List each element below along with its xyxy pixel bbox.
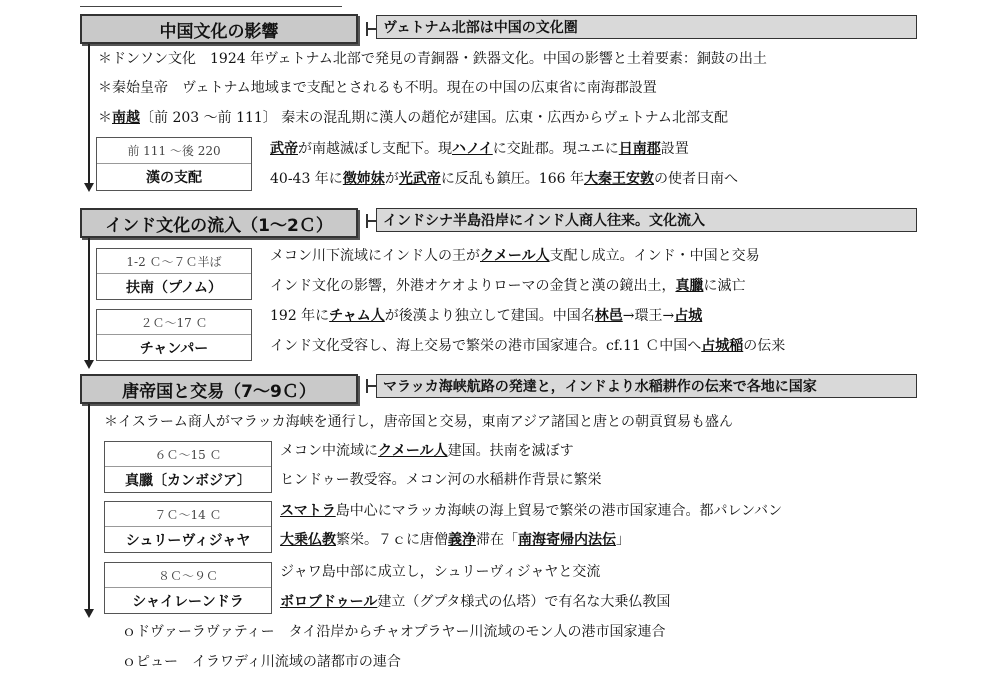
chenla-name: 真臘〔カンボジア〕: [125, 472, 251, 489]
chenla-dates: ６Ｃ～15 Ｃ: [105, 442, 271, 467]
key-term: クメール人: [480, 248, 550, 264]
section2-arrow: [84, 360, 94, 369]
text-segment: 192 年に: [270, 308, 330, 324]
s3-chenla-line-2: [280, 470, 602, 490]
s3-srivijaya-line-2: [280, 530, 630, 550]
han-rule-box: [96, 137, 252, 191]
s2-funan-line-1: [270, 246, 760, 266]
key-term: 日南郡: [618, 141, 661, 157]
key-term: 真臘: [675, 278, 704, 294]
text-segment: 」: [616, 532, 630, 548]
funan-name: 扶南（プノム）: [126, 279, 222, 296]
key-term: クメール人: [378, 443, 448, 459]
champa-dates: ２Ｃ～17 Ｃ: [97, 310, 251, 335]
text-segment: に反乱も鎮圧。166 年: [440, 171, 584, 187]
s2-champa-line-1: [270, 306, 702, 326]
text-segment: メコン中流域に: [280, 443, 378, 459]
key-term: 南海寄帰内法伝: [518, 532, 616, 548]
text-segment: が: [384, 171, 399, 187]
s1-line-2: [98, 78, 657, 98]
text-segment: 支配し成立。インド・中国と交易: [549, 248, 760, 264]
text-segment: に滅亡: [703, 278, 746, 294]
chenla-box: [104, 441, 272, 493]
s3-chenla-line-1: [280, 441, 574, 461]
section3-heading: 唐帝国と交易（7～9Ｃ）: [80, 374, 358, 404]
key-term: ハノイ: [452, 141, 493, 157]
key-term: 武帝: [270, 141, 298, 157]
key-term: 占城: [674, 308, 703, 324]
text-segment: 滞在「: [476, 532, 518, 548]
s3-intro: ＊イスラーム商人がマラッカ海峡を通行し，唐帝国と交易，東南アジア諸国と唐との朝貢貿易も盛ん: [104, 414, 734, 430]
han-rule-name: 漢の支配: [146, 170, 202, 186]
s3-footer-1: ｏドヴァーラヴァティー タイ沿岸からチャオプラヤー川流域のモン人の港市国家連合: [122, 624, 666, 640]
text-segment: インド文化受容し、海上交易で繁栄の港市国家連合。cf.11 Ｃ中国へ: [270, 338, 702, 354]
sailendra-box: [104, 562, 272, 614]
key-term: 占城稲: [701, 338, 744, 354]
section1-timeline: [88, 44, 90, 184]
key-term: 徴姉妹: [342, 171, 385, 187]
text-segment: が南越滅ぼし支配下。現: [298, 141, 452, 157]
s3-srivijaya-line-1: [280, 501, 782, 521]
s3-sailendra-line-1: [280, 562, 600, 582]
key-term: 大秦王安敦: [583, 171, 654, 187]
key-term: 大乗仏教: [280, 532, 336, 548]
srivijaya-name: シュリーヴィジャヤ: [125, 532, 251, 549]
funan-box: [96, 248, 252, 300]
top-rule: [80, 6, 342, 7]
srivijaya-dates: ７Ｃ～14 Ｃ: [105, 502, 271, 527]
text-segment: ジャワ島中部に成立し，シュリーヴィジャヤと交流: [280, 564, 601, 580]
section2-heading: インド文化の流入（1～2Ｃ）: [80, 208, 358, 238]
s3-footer-2: ｏピュー イラワディ川流域の諸都市の連合: [122, 654, 401, 670]
text-segment: 繁栄。７ｃに唐僧: [336, 532, 448, 548]
section3-connector: [366, 385, 376, 387]
section2-timeline: [88, 238, 90, 361]
text-segment: 〔前 203 ～前 111〕 秦末の混乱期に漢人の趙佗が建国。広東・広西からヴェトナム北部支配: [140, 110, 728, 126]
key-term: スマトラ: [280, 503, 336, 519]
section3-timeline: [88, 404, 90, 610]
s2-funan-line-2: [270, 276, 745, 296]
key-term: 光武帝: [398, 171, 441, 187]
text-segment: ＊ドンソン文化 1924 年ヴェトナム北部で発見の青銅器・鉄器文化。中国の影響と土着要素：銅鼓の出土: [98, 51, 767, 67]
key-term: チャム人: [329, 308, 385, 324]
section1-arrow: [84, 183, 94, 192]
s1-line-1: [98, 49, 767, 69]
key-term: 義浄: [448, 532, 476, 548]
text-segment: インド文化の影響，外港オケオよりローマの金貨と漢の鏡出土，: [270, 278, 676, 294]
text-segment: に交趾郡。現ユエに: [492, 141, 619, 157]
section1-heading: 中国文化の影響: [80, 14, 358, 44]
key-term: 林邑: [594, 308, 623, 324]
key-term: ボロブドゥール: [280, 594, 378, 610]
s1-box-line-2: [270, 169, 738, 189]
text-segment: ＊: [98, 110, 112, 126]
section1-connector: [366, 28, 376, 30]
s3-sailendra-line-2: [280, 592, 670, 612]
funan-dates: 1-2 Ｃ～７Ｃ半ば: [97, 249, 251, 274]
s1-line-3: [98, 108, 728, 128]
srivijaya-box: [104, 501, 272, 553]
champa-box: [96, 309, 252, 361]
s2-champa-line-2: [270, 336, 785, 356]
text-segment: メコン川下流域にインド人の王が: [270, 248, 480, 264]
text-segment: ＊秦始皇帝 ヴェトナム地域まで支配とされるも不明。現在の中国の広東省に南海郡設置: [98, 80, 657, 96]
han-rule-dates: 前 111 ～後 220: [97, 138, 251, 164]
section2-connector: [366, 220, 376, 222]
section1-subtitle: ヴェトナム北部は中国の文化圏: [376, 15, 917, 39]
sailendra-dates: ８Ｃ～９Ｃ: [105, 563, 271, 588]
section3-subtitle: マラッカ海峡航路の発達と，インドより水稲耕作の伝来で各地に国家: [376, 374, 917, 398]
s1-box-line-1: [270, 139, 689, 159]
text-segment: 島中心にマラッカ海峡の海上貿易で繁栄の港市国家連合。都パレンバン: [335, 503, 783, 519]
text-segment: が後漢より独立して建国。中国名: [384, 308, 595, 324]
section2-subtitle: インドシナ半島沿岸にインド人商人往来。文化流入: [376, 208, 917, 232]
text-segment: 建立（グプタ様式の仏塔）で有名な大乗仏教国: [377, 594, 671, 610]
text-segment: →環王→: [622, 308, 675, 324]
champa-name: チャンパー: [139, 340, 209, 357]
text-segment: 40-43 年に: [270, 171, 343, 187]
text-segment: 建国。扶南を滅ぼす: [447, 443, 574, 459]
text-segment: の伝来: [743, 338, 786, 354]
section3-arrow: [84, 609, 94, 618]
text-segment: 設置: [660, 141, 689, 157]
text-segment: の使者日南へ: [653, 171, 738, 187]
key-term: 南越: [112, 110, 140, 126]
sailendra-name: シャイレーンドラ: [132, 593, 244, 610]
text-segment: ヒンドゥー教受容。メコン河の水稲耕作背景に繁栄: [280, 472, 602, 488]
